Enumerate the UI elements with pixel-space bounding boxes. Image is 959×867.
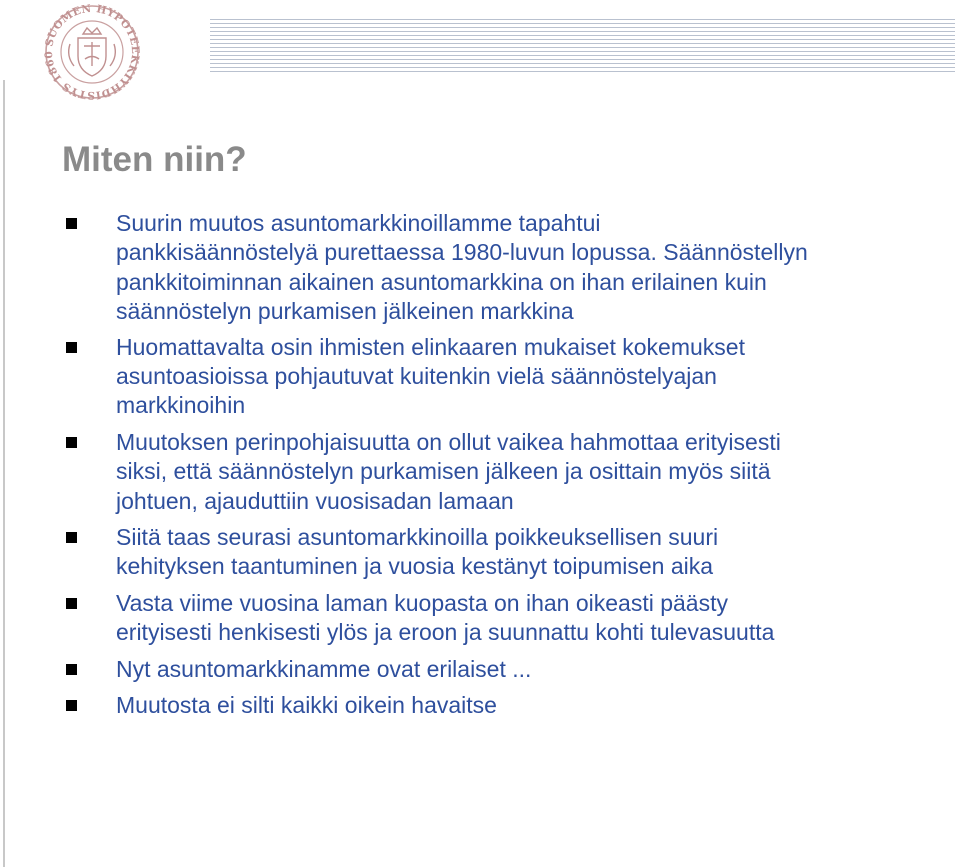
bullet-text: Nyt asuntomarkkinamme ovat erilaiset ... — [116, 655, 532, 682]
seal-text: SUOMEN HYPOTEEKKIYHDISTYS 1860 — [42, 4, 142, 100]
organization-seal-logo — [40, 4, 144, 100]
square-bullet-icon — [66, 532, 77, 543]
bullet-text: Suurin muutos asuntomarkkinoillamme tapahtui pankkisäännöstelyä purettaessa 1980-luvun lopussa. Säännöstellyn pankkitoiminnan aikainen asuntomarkkina on ihan erilainen kuin säännöstelyn purkamisen jälkeinen markkina — [116, 210, 808, 325]
bullet-item — [0, 691, 959, 720]
bullet-item — [0, 333, 959, 421]
bullet-text: Siitä taas seurasi asuntomarkkinoilla poikkeuksellisen suuri kehityksen taantuminen ja vuosia kestänyt toipumisen aika — [116, 524, 719, 580]
bullet-text: Vasta viime vuosina laman kuopasta on ihan oikeasti päästy erityisesti henkisesti ylös ja eroon ja suunnattu kohti tulevasuutta — [116, 589, 775, 646]
square-bullet-icon — [66, 342, 77, 353]
bullet-text: Muutoksen perinpohjaisuutta on ollut vaikea hahmottaa erityisesti siksi, että säännöstelyn purkamisen jälkeen ja osittain myös siitä johtuen, ajauduttiin vuosisadan lamaan — [116, 428, 781, 514]
bullet-text: Huomattavalta osin ihmisten elinkaaren mukaiset kokemukset asuntoasioissa pohjautuvat kuitenkin vielä säännöstelyajan markkinoihin — [116, 333, 745, 419]
square-bullet-icon — [66, 598, 77, 609]
bullet-item — [0, 523, 959, 582]
square-bullet-icon — [66, 664, 77, 675]
header-stripe-decoration — [210, 19, 955, 75]
bullet-list — [0, 209, 959, 721]
bullet-item — [0, 428, 959, 516]
bullet-item — [0, 209, 959, 327]
square-bullet-icon — [66, 700, 77, 711]
bullet-item — [0, 655, 959, 684]
slide-title: Miten niin? — [62, 140, 247, 179]
crest-icon — [69, 28, 116, 76]
square-bullet-icon — [66, 218, 77, 229]
square-bullet-icon — [66, 437, 77, 448]
bullet-item — [0, 589, 959, 648]
bullet-text: Muutosta ei silti kaikki oikein havaitse — [116, 692, 497, 719]
